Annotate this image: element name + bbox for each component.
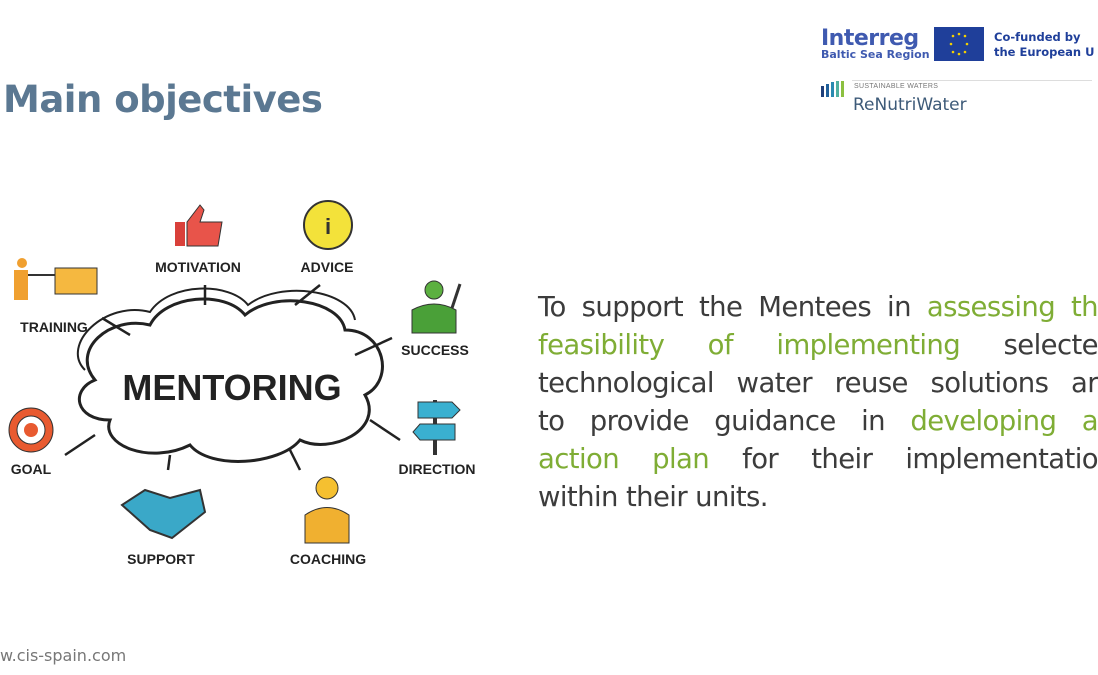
success-person-icon bbox=[412, 281, 460, 333]
advice-info-bubble-icon bbox=[304, 201, 352, 249]
mentoring-label: MENTORING bbox=[122, 367, 342, 408]
cofunded-label bbox=[994, 30, 1094, 60]
page-title: Main objectives bbox=[3, 78, 323, 121]
paragraph-line: within their units. bbox=[538, 481, 768, 513]
label-motivation: MOTIVATION bbox=[155, 259, 241, 275]
coaching-lightbulb-person-icon bbox=[305, 477, 349, 543]
label-direction: DIRECTION bbox=[398, 461, 476, 477]
renutriwater-bars-icon bbox=[821, 81, 851, 97]
paragraph-line: technological water reuse solutions ar bbox=[538, 367, 1098, 399]
cofunded-line1: Co-funded by bbox=[994, 30, 1081, 44]
label-goal: GOAL bbox=[10, 461, 52, 477]
motivation-thumbs-up-icon bbox=[175, 205, 222, 246]
label-training: TRAINING bbox=[20, 319, 88, 335]
label-coaching: COACHING bbox=[289, 551, 367, 567]
divider bbox=[852, 80, 1092, 81]
cofunded-line2: the European U bbox=[994, 45, 1095, 59]
label-support: SUPPORT bbox=[127, 551, 195, 567]
label-advice: ADVICE bbox=[300, 259, 354, 275]
paragraph-line: feasibility of implementing selecte bbox=[538, 329, 1098, 361]
objective-paragraph bbox=[538, 288, 1098, 516]
goal-target-icon bbox=[9, 408, 53, 452]
svg-text:i: i bbox=[324, 214, 332, 239]
region-label: Baltic Sea Region bbox=[821, 48, 930, 61]
training-presenter-icon bbox=[14, 258, 97, 300]
interreg-logo: Interreg bbox=[821, 26, 919, 51]
renutriwater-label: ReNutriWater bbox=[853, 95, 967, 115]
sustainable-waters-label: SUSTAINABLE WATERS bbox=[854, 83, 939, 90]
support-handshake-icon bbox=[122, 490, 205, 538]
mentoring-diagram bbox=[0, 190, 500, 580]
paragraph-line: to provide guidance in developing a bbox=[538, 405, 1098, 437]
label-success: SUCCESS bbox=[401, 342, 469, 358]
paragraph-line: action plan for their implementatio bbox=[538, 443, 1098, 475]
footer-url: w.cis-spain.com bbox=[0, 646, 127, 665]
direction-signpost-icon bbox=[413, 400, 460, 455]
eu-flag-icon bbox=[934, 27, 984, 61]
paragraph-line: To support the Mentees in assessing th bbox=[538, 291, 1098, 323]
